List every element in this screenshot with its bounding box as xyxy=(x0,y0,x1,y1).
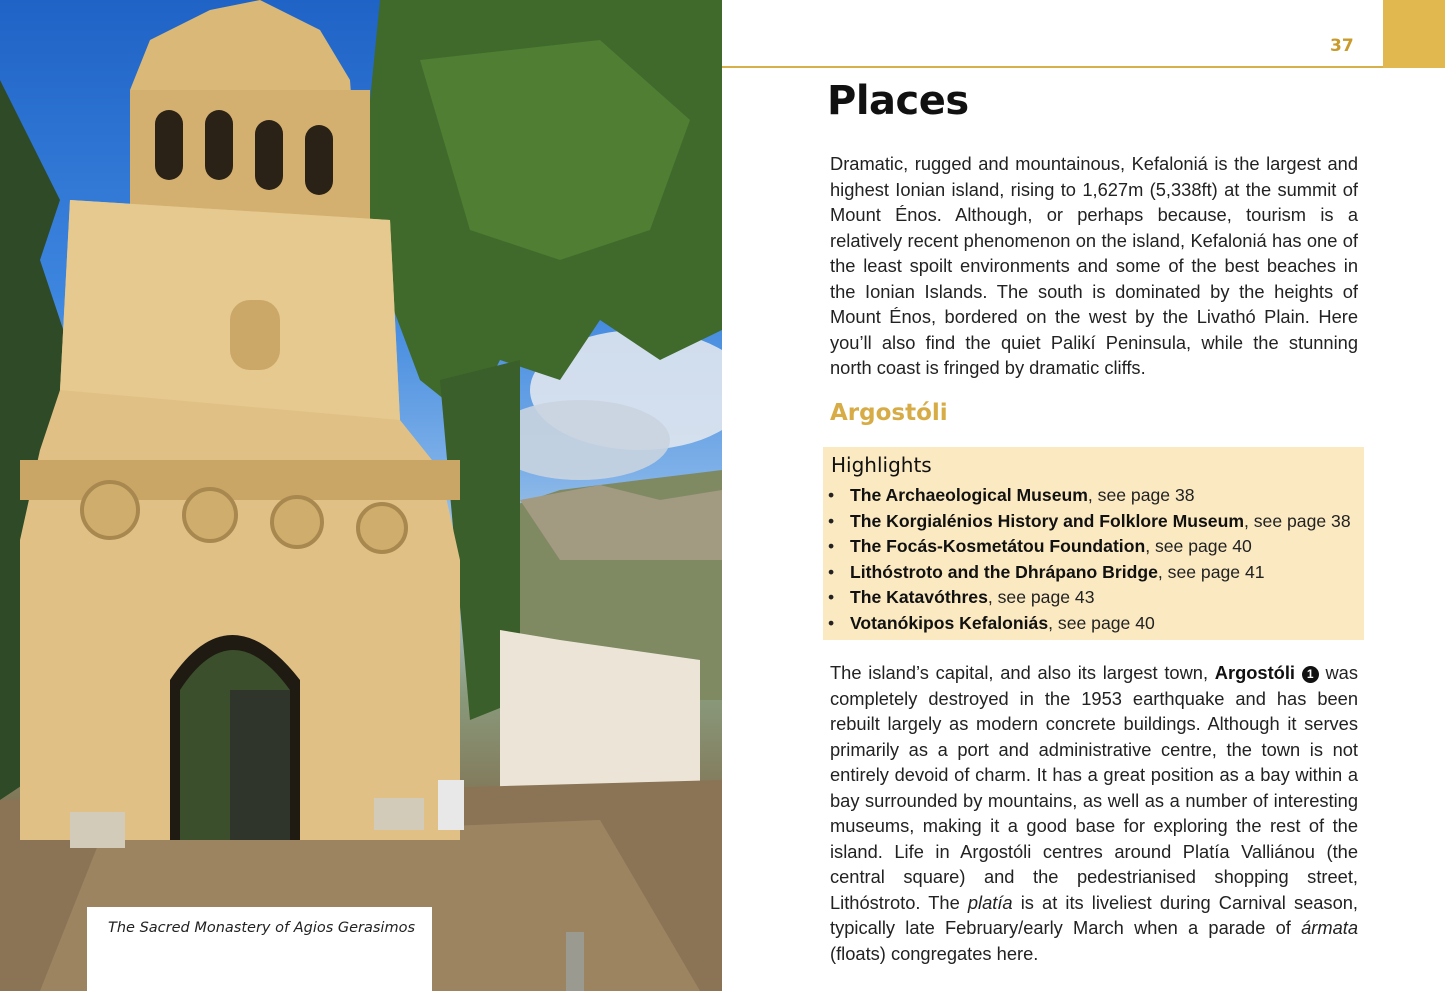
map-number-badge: 1 xyxy=(1302,666,1319,683)
bullet: • xyxy=(828,485,835,505)
bullet: • xyxy=(828,536,835,556)
highlight-name: The Korgialénios History and Folklore Museum xyxy=(850,510,1244,531)
bullet: • xyxy=(828,561,835,582)
page-ref: , see page 41 xyxy=(1157,561,1265,582)
list-item xyxy=(828,560,1351,586)
highlights-list xyxy=(828,483,1351,636)
page-ref: , see page 38 xyxy=(1087,485,1195,505)
page-title: Places xyxy=(827,78,969,124)
page-ref: , see page 40 xyxy=(1048,612,1155,633)
list-item xyxy=(828,509,1351,535)
list-item xyxy=(828,611,1351,637)
monastery-photo xyxy=(0,0,722,991)
caption-box xyxy=(87,907,432,991)
body-text-b: is at its liveliest during Carnival season, typically late February/early March when a parade of xyxy=(830,891,1358,938)
body-text-c: (floats) congregates here. xyxy=(830,942,1039,964)
page-number: 37 xyxy=(1330,36,1354,56)
list-item xyxy=(828,483,1351,509)
highlight-name: The Archaeological Museum xyxy=(850,485,1088,505)
page-ref: , see page 40 xyxy=(1145,536,1252,556)
highlight-name: The Focás-Kosmetátou Foundation xyxy=(850,536,1146,556)
monastery-illustration xyxy=(0,0,722,991)
body-text-a: was completely destroyed in the 1953 earthquake and has been rebuilt largely as modern concrete buildings. Although it serves primarily as a port and administrative centre, the town is not entirely devoid of charm. It has a great position as a bay within a bay surrounded by mountains, as well as a number of interesting museums, making it a good base for exploring the rest of the island. Life in Argostóli centres around Platía Valliánou (the central square) and the pedestrianised shopping street, Lithóstroto. The xyxy=(830,662,1358,913)
highlights-title: Highlights xyxy=(831,453,932,477)
photo-caption: The Sacred Monastery of Agios Gerasimos xyxy=(108,920,416,936)
list-item xyxy=(828,534,1351,560)
bullet: • xyxy=(828,587,835,607)
body-paragraph xyxy=(830,660,1358,966)
intro-paragraph: Dramatic, rugged and mountainous, Kefaloniá is the largest and highest Ionian island, rising to 1,627m (5,338ft) at the summit of Mount Énos. Although, or perhaps because, tourism is a relatively recent phenomenon on the island, Kefaloniá has one of the least spoilt environments and some of the best beaches in the Ionian Islands. The south is dominated by the heights of Mount Énos, bordered on the west by the Livathó Plain. Here you’ll also find the quiet Palikí Peninsula, while the stunning north coast is fringed by dramatic cliffs. xyxy=(830,153,1358,378)
highlight-name: Votanókipos Kefaloniás xyxy=(850,612,1049,633)
text-page xyxy=(722,0,1445,991)
header-rule xyxy=(722,66,1385,68)
bullet: • xyxy=(828,612,835,633)
highlight-name: Lithóstroto and the Dhrápano Bridge xyxy=(850,561,1158,582)
highlights-box xyxy=(823,447,1364,640)
section-heading: Argostóli xyxy=(830,400,948,426)
italic-term-platia: platía xyxy=(967,891,1013,913)
list-item xyxy=(828,585,1351,611)
place-name: Argostóli xyxy=(1214,662,1296,683)
page-ref: , see page 43 xyxy=(987,587,1095,607)
italic-term-armata: ármata xyxy=(1301,917,1358,938)
page-ref: , see page 38 xyxy=(1243,510,1351,531)
bullet: • xyxy=(828,510,835,531)
body-lead: The island’s capital, and also its largest town, xyxy=(830,662,1215,683)
chapter-tab xyxy=(1383,0,1445,68)
highlight-name: The Katavóthres xyxy=(850,587,988,607)
